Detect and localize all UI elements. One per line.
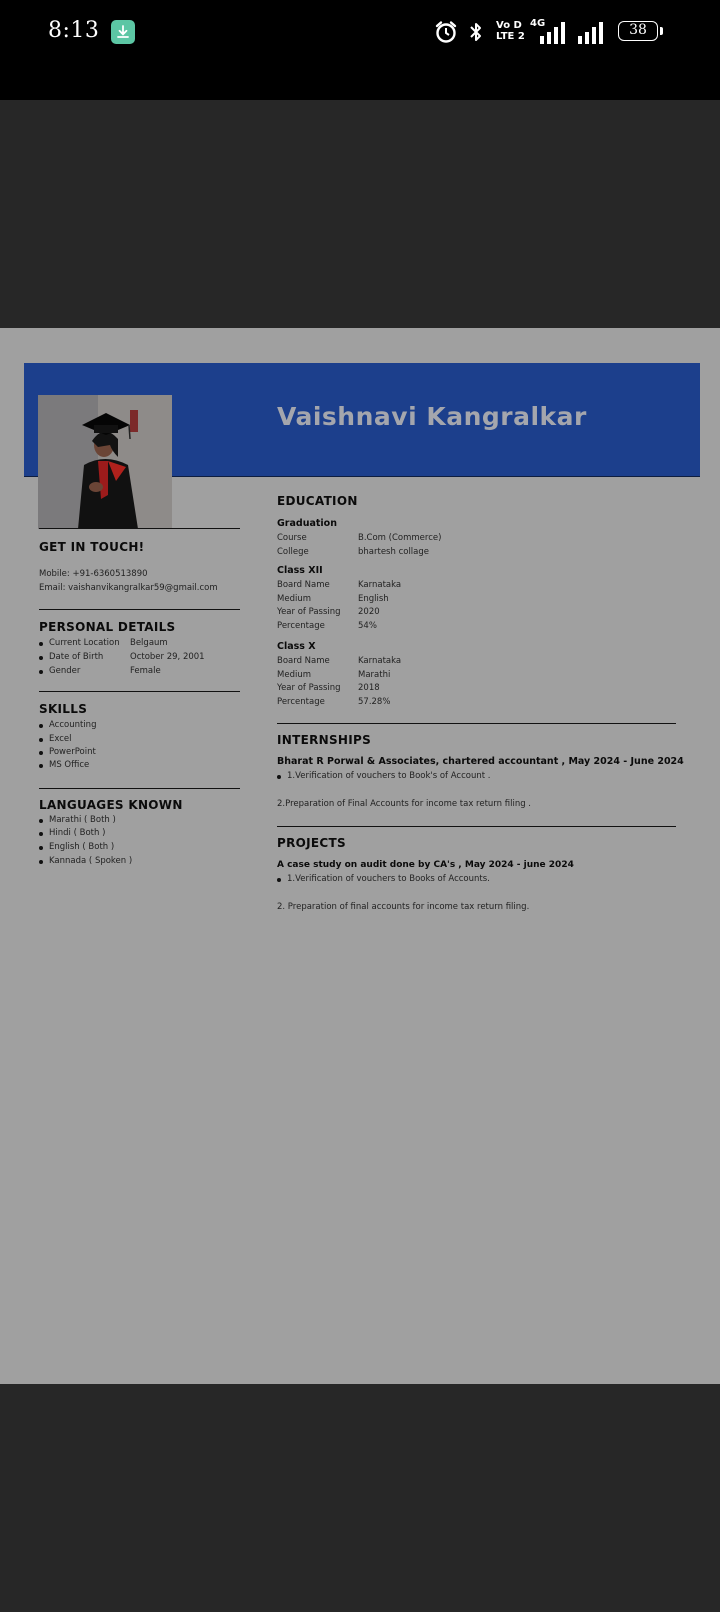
battery-level: 38 bbox=[629, 22, 647, 38]
signal-strength-icon-sim2 bbox=[578, 22, 608, 44]
edu-label: Board Name bbox=[277, 580, 330, 590]
language-item: English ( Both ) bbox=[49, 842, 115, 852]
edu-label: Course bbox=[277, 533, 307, 543]
project-point: 1.Verification of vouchers to Books of Accounts. bbox=[287, 874, 490, 884]
divider bbox=[39, 609, 240, 610]
edu-label: Medium bbox=[277, 670, 311, 680]
edu-value: 54% bbox=[358, 621, 377, 631]
edu-value: Karnataka bbox=[358, 656, 402, 666]
edu-label: Year of Passing bbox=[277, 607, 341, 617]
divider bbox=[277, 826, 676, 827]
edu-label: Percentage bbox=[277, 621, 325, 631]
candidate-name: Vaishnavi Kangralkar bbox=[277, 402, 587, 431]
network-type-label: 4G bbox=[530, 18, 546, 29]
alarm-icon bbox=[434, 20, 458, 44]
internship-point: 2.Preparation of Final Accounts for income tax return filing . bbox=[277, 799, 532, 809]
personal-details-heading: PERSONAL DETAILS bbox=[39, 620, 176, 634]
email-text: Email: vaishanvikangralkar59@gmail.com bbox=[39, 583, 218, 593]
signal-strength-icon-sim1 bbox=[540, 22, 570, 44]
edu-value: 2018 bbox=[358, 683, 380, 693]
internship-title: Bharat R Porwal & Associates, chartered accountant , May 2024 - June 2024 bbox=[277, 756, 684, 767]
volte-indicator: Vo D LTE 2 bbox=[496, 20, 525, 42]
status-bar bbox=[0, 0, 720, 100]
edu-label: Board Name bbox=[277, 656, 330, 666]
personal-label-gender: Gender bbox=[49, 666, 81, 676]
clock: 8:13 bbox=[48, 18, 100, 43]
skill-item: PowerPoint bbox=[49, 747, 96, 757]
edu-value: English bbox=[358, 594, 389, 604]
edu-label: Year of Passing bbox=[277, 683, 341, 693]
project-title: A case study on audit done by CA's , May 2024 - june 2024 bbox=[277, 860, 574, 870]
edu-value: Karnataka bbox=[358, 580, 402, 590]
skill-item: Accounting bbox=[49, 720, 97, 730]
graduation-title: Graduation bbox=[277, 518, 337, 529]
skills-heading: SKILLS bbox=[39, 702, 88, 716]
edu-value: 2020 bbox=[358, 607, 380, 617]
personal-value-location: Belgaum bbox=[130, 638, 168, 648]
download-notification-icon bbox=[111, 20, 135, 44]
languages-heading: LANGUAGES KNOWN bbox=[39, 798, 183, 812]
edu-label: College bbox=[277, 547, 309, 557]
class-x-title: Class X bbox=[277, 641, 316, 652]
personal-label-dob: Date of Birth bbox=[49, 652, 104, 662]
mobile-text: Mobile: +91-6360513890 bbox=[39, 569, 148, 579]
divider bbox=[277, 723, 676, 724]
internship-point: 1.Verification of vouchers to Book's of Account . bbox=[287, 771, 491, 781]
edu-value: bhartesh collage bbox=[358, 547, 429, 557]
divider bbox=[39, 528, 240, 529]
profile-photo bbox=[38, 395, 172, 529]
class-xii-title: Class XII bbox=[277, 565, 323, 576]
battery-tip bbox=[660, 27, 663, 35]
personal-label-location: Current Location bbox=[49, 638, 120, 648]
personal-value-dob: October 29, 2001 bbox=[130, 652, 205, 662]
language-item: Marathi ( Both ) bbox=[49, 815, 116, 825]
skill-item: MS Office bbox=[49, 760, 90, 770]
edu-value: Marathi bbox=[358, 670, 391, 680]
projects-heading: PROJECTS bbox=[277, 836, 346, 850]
divider bbox=[39, 788, 240, 789]
education-heading: EDUCATION bbox=[277, 494, 358, 508]
edu-label: Medium bbox=[277, 594, 311, 604]
battery-icon bbox=[618, 21, 658, 41]
project-point: 2. Preparation of final accounts for income tax return filing. bbox=[277, 902, 530, 912]
language-item: Hindi ( Both ) bbox=[49, 828, 106, 838]
resume-page bbox=[0, 328, 720, 1384]
divider bbox=[39, 691, 240, 692]
edu-value: 57.28% bbox=[358, 697, 391, 707]
edu-value: B.Com (Commerce) bbox=[358, 533, 442, 543]
language-item: Kannada ( Spoken ) bbox=[49, 856, 133, 866]
contact-heading: GET IN TOUCH! bbox=[39, 540, 145, 554]
personal-value-gender: Female bbox=[130, 666, 161, 676]
edu-label: Percentage bbox=[277, 697, 325, 707]
skill-item: Excel bbox=[49, 734, 72, 744]
internships-heading: INTERNSHIPS bbox=[277, 733, 372, 747]
bluetooth-icon bbox=[468, 20, 484, 44]
